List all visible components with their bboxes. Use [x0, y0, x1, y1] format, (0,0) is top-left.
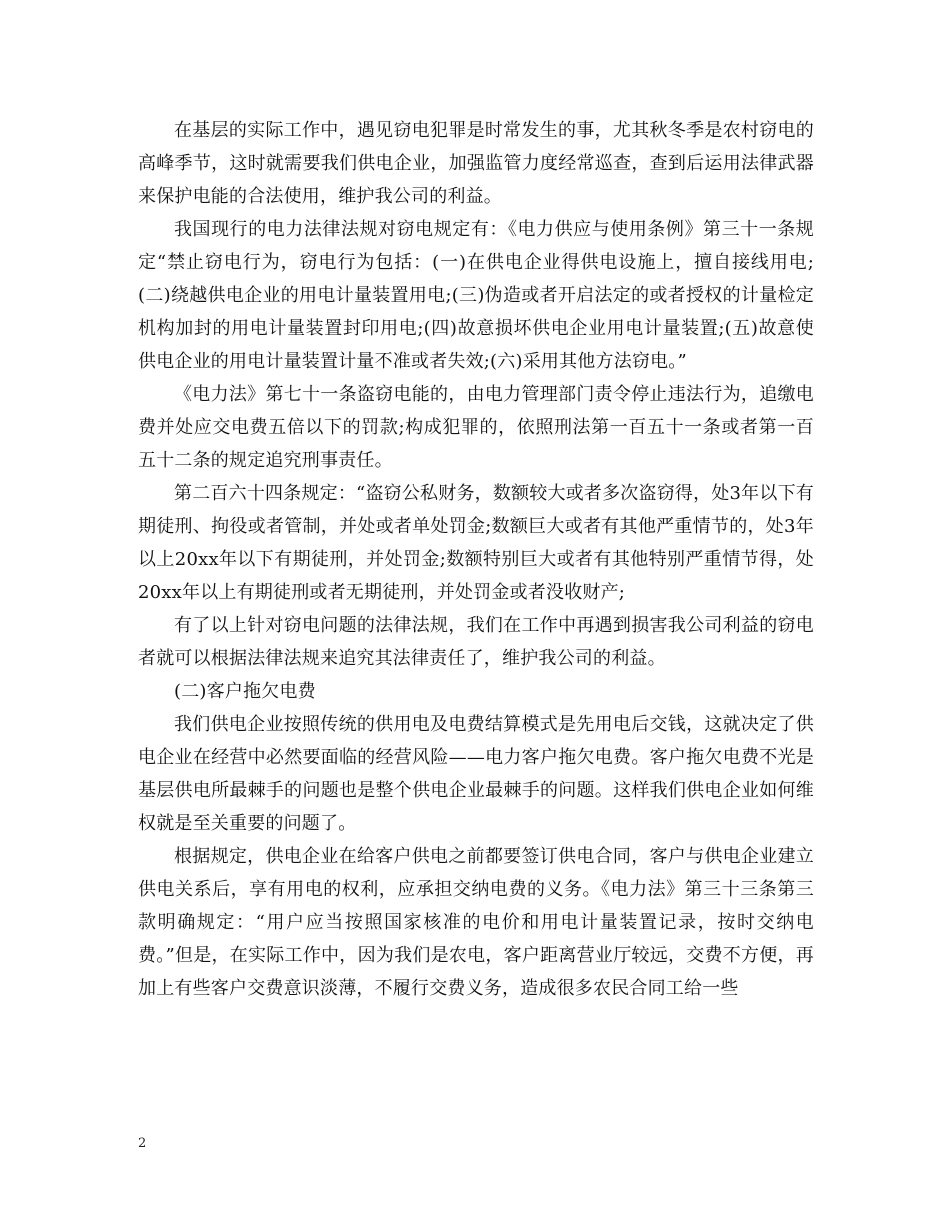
- document-body: [138, 114, 814, 1005]
- paragraph-electricity-law-article-71: 《电力法》第七十一条盗窃电能的，由电力管理部门责令停止违法行为，追缴电费并处应交电费五倍以下的罚款;构成犯罪的，依照刑法第一百五十一条或者第一百五十二条的规定追究刑事责任。: [138, 384, 814, 471]
- paragraph-contract-obligations: 根据规定，供电企业在给客户供电之前都要签订供电合同，客户与供电企业建立供电关系后，享有用电的权利，应承担交纳电费的义务。《电力法》第三十三条第三款明确规定：“用户应当按照国家核准的电价和用电计量装置记录，按时交纳电费。”但是，在实际工作中，因为我们是农电，客户距离营业厅较远，交费不方便，再加上有些客户交费意识淡薄，不履行交费义务，造成很多农民合同工给一些: [138, 846, 814, 999]
- section-heading-arrears: (二)客户拖欠电费: [174, 681, 316, 702]
- page-number: 2: [138, 1136, 147, 1151]
- paragraph-theft-overview: 在基层的实际工作中，遇见窃电犯罪是时常发生的事，尤其秋冬季是农村窃电的高峰季节，这时就需要我们供电企业，加强监管力度经常巡查，查到后运用法律武器来保护电能的合法使用，维护我公司的利益。: [138, 120, 814, 207]
- paragraph-legal-basis-summary: 有了以上针对窃电问题的法律法规，我们在工作中再遇到损害我公司利益的窃电者就可以根据法律法规来追究其法律责任了，维护我公司的利益。: [138, 615, 814, 669]
- paragraph-regulations: 我国现行的电力法律法规对窃电规定有：《电力供应与使用条例》第三十一条规定“禁止窃电行为，窃电行为包括：(一)在供电企业得供电设施上，擅自接线用电;(二)绕越供电企业的用电计量装置用电;(三)伪造或者开启法定的或者授权的计量检定机构加封的用电计量装置封印用电;(四)故意损坏供电企业用电计量装置;(五)故意使供电企业的用电计量装置计量不准或者失效;(六)采用其他方法窃电。”: [138, 219, 814, 372]
- paragraph-criminal-law-article-264: 第二百六十四条规定：“盗窃公私财务，数额较大或者多次盗窃得，处3年以下有期徒刑、拘役或者管制，并处或者单处罚金;数额巨大或者有其他严重情节的，处3年以上20xx年以下有期徒刑，并处罚金;数额特别巨大或者有其他特别严重情节得，处20xx年以上有期徒刑或者无期徒刑，并处罚金或者没收财产;: [138, 483, 814, 603]
- paragraph-arrears-risk: 我们供电企业按照传统的供用电及电费结算模式是先用电后交钱，这就决定了供电企业在经营中必然要面临的经营风险——电力客户拖欠电费。客户拖欠电费不光是基层供电所最棘手的问题也是整个供电企业最棘手的问题。这样我们供电企业如何维权就是至关重要的问题了。: [138, 714, 814, 834]
